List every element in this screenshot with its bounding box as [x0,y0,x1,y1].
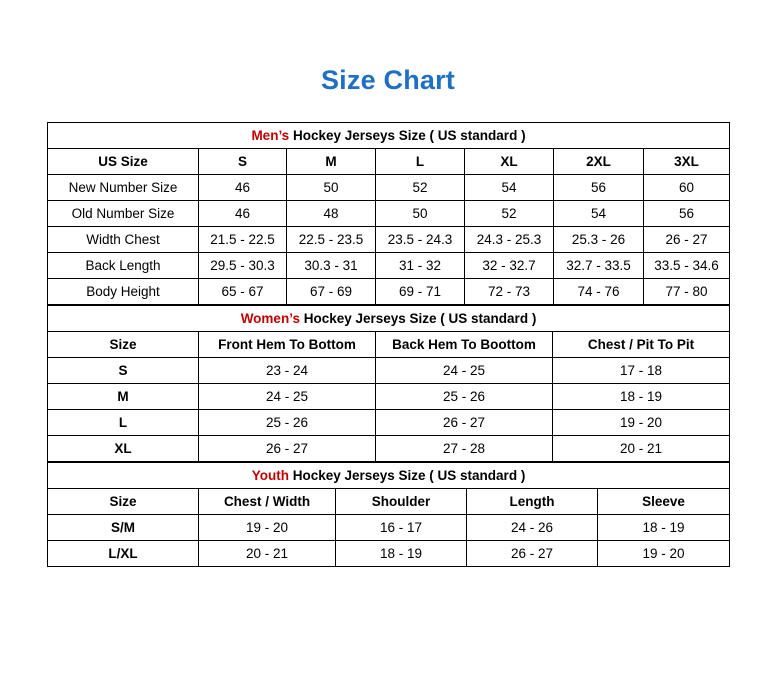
mens-row-0-val-2: 52 [376,174,465,200]
mens-row-1-val-5: 56 [644,200,730,226]
mens-col-0: US Size [48,148,199,174]
table-row [48,435,730,461]
mens-row-1-val-4: 54 [554,200,644,226]
page-title: Size Chart [320,65,456,95]
mens-row-2-val-3: 24.3 - 25.3 [465,226,554,252]
table-band-row [48,305,730,331]
womens-row-2-val-2: 19 - 20 [553,409,730,435]
mens-row-3-val-3: 32 - 32.7 [465,252,554,278]
womens-row-3-val-0: 26 - 27 [199,435,376,461]
womens-band-accent: Women’s [240,310,300,326]
mens-row-4-val-3: 72 - 73 [465,278,554,304]
mens-row-2-label: Width Chest [48,226,199,252]
womens-row-3-val-1: 27 - 28 [376,435,553,461]
youth-row-1-val-2: 26 - 27 [467,540,598,566]
youth-row-1-label: L/XL [48,540,199,566]
table-row [48,200,730,226]
youth-row-1-val-3: 19 - 20 [598,540,730,566]
womens-col-1: Front Hem To Bottom [199,331,376,357]
mens-row-1-label: Old Number Size [48,200,199,226]
youth-col-4: Sleeve [598,488,730,514]
mens-row-0-label: New Number Size [48,174,199,200]
youth-row-0-val-3: 18 - 19 [598,514,730,540]
size-chart-tables [47,96,729,567]
mens-band-rest: Hockey Jerseys Size ( US standard ) [289,127,526,143]
womens-row-3-label: XL [48,435,199,461]
womens-row-1-val-1: 25 - 26 [376,383,553,409]
womens-row-2-val-1: 26 - 27 [376,409,553,435]
table-row [48,226,730,252]
table-row [48,252,730,278]
mens-col-6: 3XL [644,148,730,174]
table-band-row [48,122,730,148]
youth-row-0-val-1: 16 - 17 [336,514,467,540]
womens-band-label [48,305,730,331]
mens-row-1-val-2: 50 [376,200,465,226]
mens-row-4-val-0: 65 - 67 [199,278,287,304]
mens-col-5: 2XL [554,148,644,174]
mens-size-table [47,122,730,305]
table-row [48,540,730,566]
womens-row-3-val-2: 20 - 21 [553,435,730,461]
mens-row-1-val-3: 52 [465,200,554,226]
table-band-row [48,462,730,488]
mens-col-4: XL [465,148,554,174]
table-row [48,278,730,304]
table-header-row [48,331,730,357]
youth-size-table [47,462,730,567]
womens-row-1-label: M [48,383,199,409]
mens-col-2: M [287,148,376,174]
youth-col-1: Chest / Width [199,488,336,514]
womens-row-1-val-2: 18 - 19 [553,383,730,409]
youth-band-accent: Youth [251,467,289,483]
mens-row-2-val-0: 21.5 - 22.5 [199,226,287,252]
mens-row-4-val-1: 67 - 69 [287,278,376,304]
youth-row-1-val-1: 18 - 19 [336,540,467,566]
youth-row-0-val-0: 19 - 20 [199,514,336,540]
mens-row-0-val-0: 46 [199,174,287,200]
womens-row-0-val-1: 24 - 25 [376,357,553,383]
mens-row-2-val-1: 22.5 - 23.5 [287,226,376,252]
mens-row-2-val-5: 26 - 27 [644,226,730,252]
table-row [48,357,730,383]
mens-row-3-val-1: 30.3 - 31 [287,252,376,278]
mens-row-2-val-2: 23.5 - 24.3 [376,226,465,252]
youth-row-1-val-0: 20 - 21 [199,540,336,566]
mens-row-4-val-5: 77 - 80 [644,278,730,304]
youth-row-0-label: S/M [48,514,199,540]
youth-col-2: Shoulder [336,488,467,514]
womens-row-2-val-0: 25 - 26 [199,409,376,435]
mens-row-2-val-4: 25.3 - 26 [554,226,644,252]
table-header-row [48,488,730,514]
mens-row-3-val-5: 33.5 - 34.6 [644,252,730,278]
mens-row-3-label: Back Length [48,252,199,278]
mens-row-4-val-4: 74 - 76 [554,278,644,304]
table-row [48,514,730,540]
womens-col-2: Back Hem To Boottom [376,331,553,357]
mens-row-4-label: Body Height [48,278,199,304]
womens-col-3: Chest / Pit To Pit [553,331,730,357]
youth-band-label [48,462,730,488]
womens-col-0: Size [48,331,199,357]
mens-row-4-val-2: 69 - 71 [376,278,465,304]
youth-col-0: Size [48,488,199,514]
womens-row-0-val-2: 17 - 18 [553,357,730,383]
mens-row-0-val-3: 54 [465,174,554,200]
womens-row-1-val-0: 24 - 25 [199,383,376,409]
womens-row-2-label: L [48,409,199,435]
table-row [48,383,730,409]
mens-row-3-val-4: 32.7 - 33.5 [554,252,644,278]
youth-row-0-val-2: 24 - 26 [467,514,598,540]
mens-row-1-val-1: 48 [287,200,376,226]
table-header-row [48,148,730,174]
mens-band-label [48,122,730,148]
mens-row-1-val-0: 46 [199,200,287,226]
mens-row-3-val-0: 29.5 - 30.3 [199,252,287,278]
table-row [48,174,730,200]
womens-row-0-val-0: 23 - 24 [199,357,376,383]
mens-col-3: L [376,148,465,174]
womens-row-0-label: S [48,357,199,383]
mens-row-0-val-4: 56 [554,174,644,200]
table-row [48,409,730,435]
mens-col-1: S [199,148,287,174]
youth-col-3: Length [467,488,598,514]
womens-size-table [47,305,730,462]
mens-row-0-val-5: 60 [644,174,730,200]
womens-band-rest: Hockey Jerseys Size ( US standard ) [299,310,537,326]
mens-row-0-val-1: 50 [287,174,376,200]
youth-band-rest: Hockey Jerseys Size ( US standard ) [288,467,526,483]
mens-row-3-val-2: 31 - 32 [376,252,465,278]
mens-band-accent: Men’s [251,127,290,143]
